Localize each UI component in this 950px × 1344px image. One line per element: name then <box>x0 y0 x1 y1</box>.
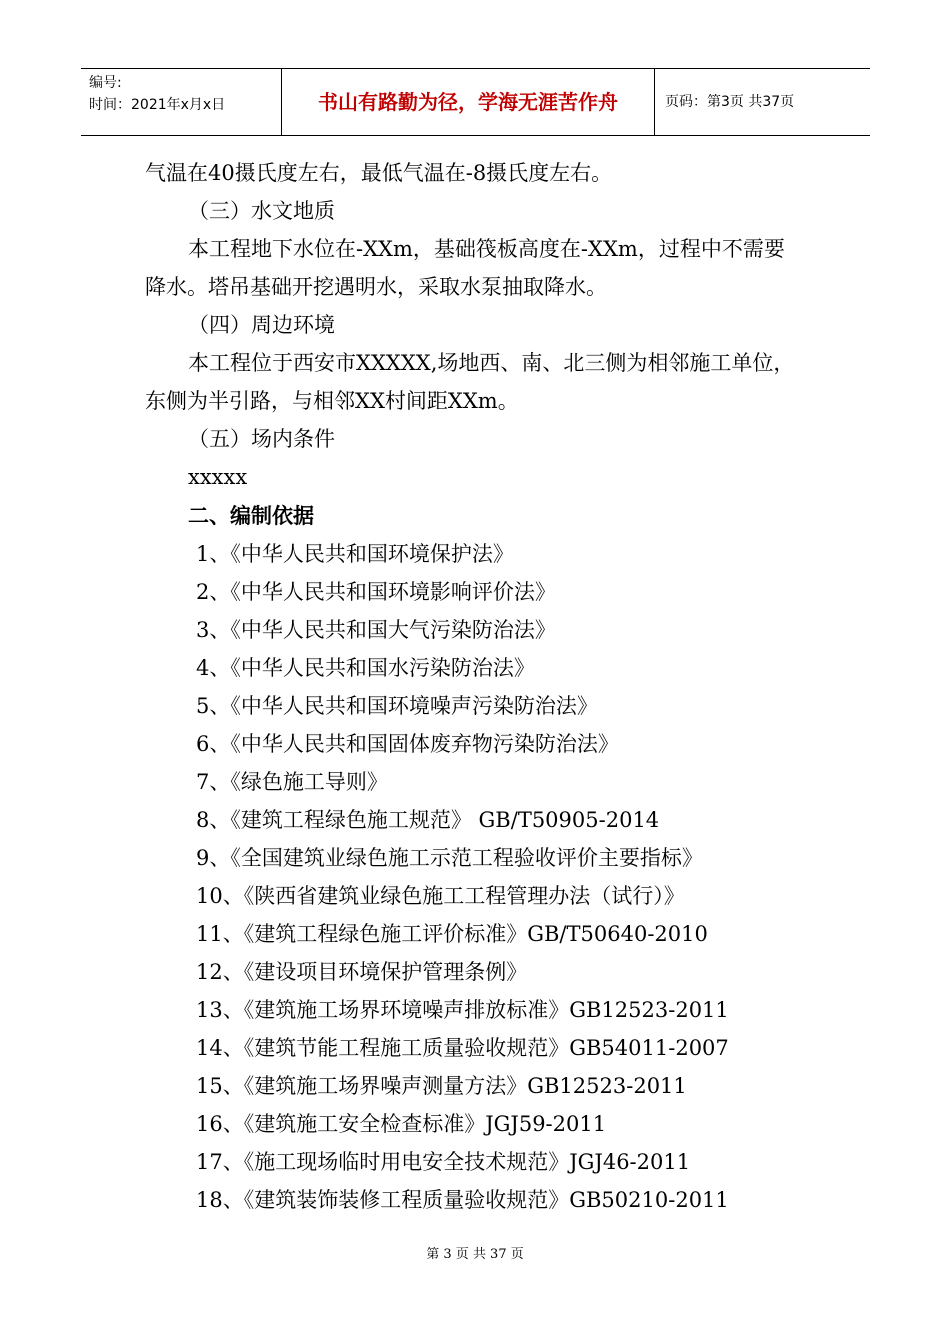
heading-hydrogeology: （三）水文地质 <box>188 199 335 223</box>
paragraph-line: 本工程地下水位在-XXm，基础筏板高度在-XXm，过程中不需要 <box>188 237 785 261</box>
basis-item: 8、《建筑工程绿色施工规范》 GB/T50905-2014 <box>196 808 660 832</box>
basis-item: 4、《中华人民共和国水污染防治法》 <box>196 656 535 680</box>
paragraph-line: 东侧为半引路，与相邻XX村间距XXm。 <box>145 389 519 413</box>
basis-item: 17、《施工现场临时用电安全技术规范》JGJ46-2011 <box>196 1150 691 1174</box>
site-conditions-value: xxxxx <box>188 465 248 489</box>
paragraph-line: 降水。塔吊基础开挖遇明水，采取水泵抽取降水。 <box>145 275 607 299</box>
heading-site-conditions: （五）场内条件 <box>188 427 335 451</box>
heading-surroundings: （四）周边环境 <box>188 313 335 337</box>
header-meta <box>81 69 282 135</box>
header-page-code: 页码：第3页 共37页 <box>665 94 795 110</box>
basis-item: 7、《绿色施工导则》 <box>196 770 388 794</box>
basis-item: 15、《建筑施工场界噪声测量方法》GB12523-2011 <box>196 1074 687 1098</box>
document-time: 时间：2021年x月x日 <box>89 97 226 113</box>
climate-line: 气温在40摄氏度左右，最低气温在-8摄氏度左右。 <box>145 161 613 185</box>
basis-item: 11、《建筑工程绿色施工评价标准》GB/T50640-2010 <box>196 922 708 946</box>
basis-item: 2、《中华人民共和国环境影响评价法》 <box>196 580 556 604</box>
basis-item: 9、《全国建筑业绿色施工示范工程验收评价主要指标》 <box>196 846 703 870</box>
basis-item: 3、《中华人民共和国大气污染防治法》 <box>196 618 556 642</box>
section-title-basis: 二、编制依据 <box>188 504 314 528</box>
basis-item: 14、《建筑节能工程施工质量验收规范》GB54011-2007 <box>196 1036 729 1060</box>
paragraph-line: 本工程位于西安市XXXXX,场地西、南、北三侧为相邻施工单位， <box>188 351 795 375</box>
document-header <box>81 68 870 136</box>
document-number-label: 编号: <box>89 75 122 91</box>
basis-item: 12、《建设项目环境保护管理条例》 <box>196 960 528 984</box>
page-footer: 第 3 页 共 37 页 <box>426 1247 524 1262</box>
basis-item: 16、《建筑施工安全检查标准》JGJ59-2011 <box>196 1112 607 1136</box>
basis-item: 6、《中华人民共和国固体废弃物污染防治法》 <box>196 732 619 756</box>
basis-item: 10、《陕西省建筑业绿色施工工程管理办法（试行）》 <box>196 884 685 908</box>
header-motto: 书山有路勤为径，学海无涯苦作舟 <box>282 69 655 135</box>
basis-item: 18、《建筑装饰装修工程质量验收规范》GB50210-2011 <box>196 1188 729 1212</box>
basis-item: 5、《中华人民共和国环境噪声污染防治法》 <box>196 694 598 718</box>
basis-item: 13、《建筑施工场界环境噪声排放标准》GB12523-2011 <box>196 998 729 1022</box>
basis-item: 1、《中华人民共和国环境保护法》 <box>196 542 514 566</box>
